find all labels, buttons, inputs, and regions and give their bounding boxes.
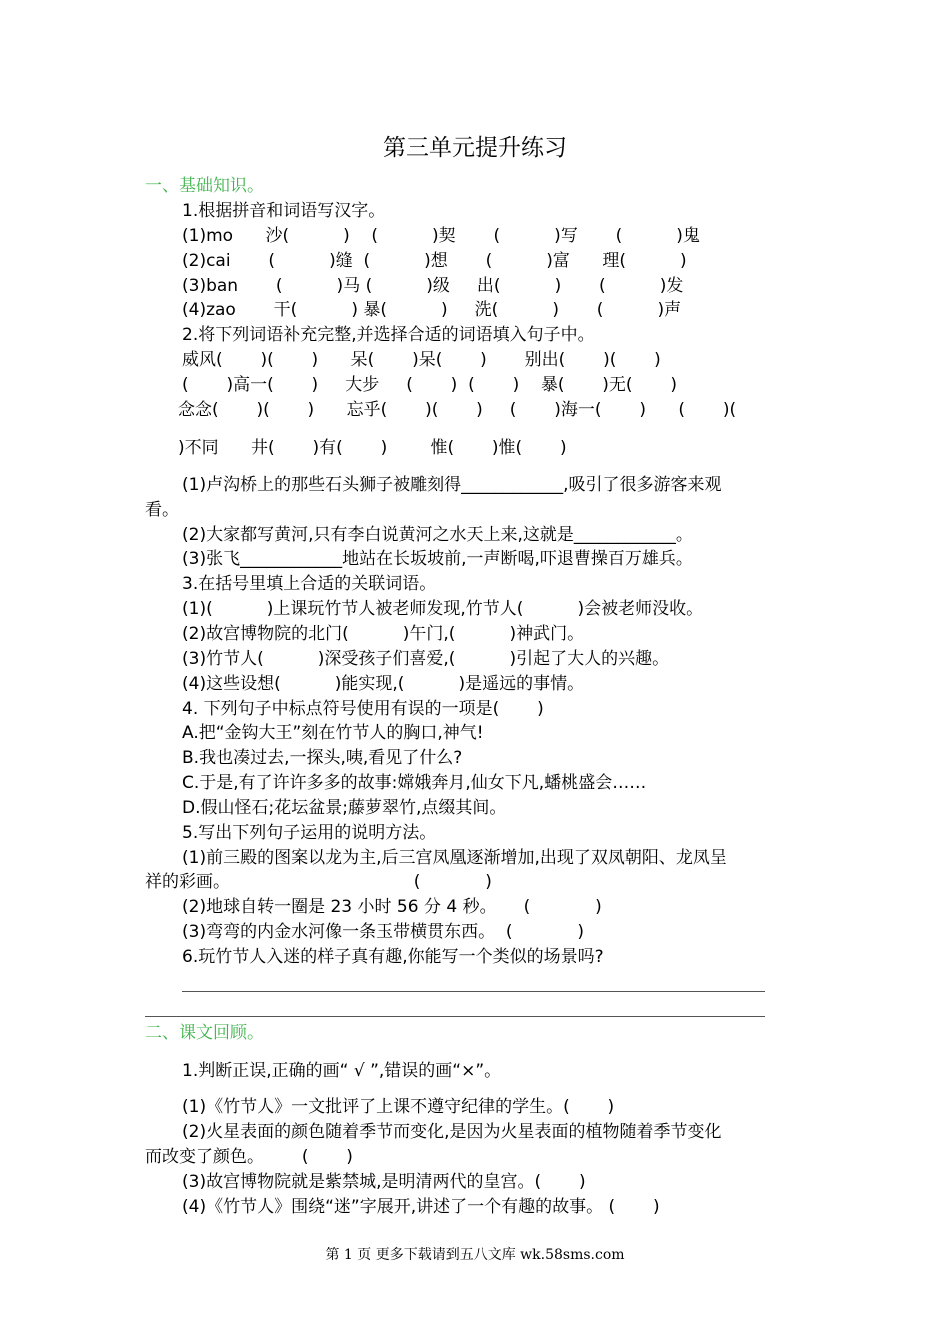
review-question-1-item: (4)《竹节人》围绕“迷”字展开,讲述了一个有趣的故事。 ( ) (182, 1197, 660, 1217)
answer-line (145, 1016, 765, 1017)
question-5-item: (1)前三殿的图案以龙为主,后三宫凤凰逐渐增加,出现了双凤朝阳、龙凤呈 (182, 848, 727, 868)
question-2-row: )不同 井( )有( ) 惟( )惟( ) (178, 438, 567, 458)
page-footer: 第 1 页 更多下载请到五八文库 wk.58sms.com (325, 1247, 625, 1263)
question-4-prompt: 4. 下列句子中标点符号使用有误的一项是( ) (182, 699, 544, 719)
question-3-item: (3)竹节人( )深受孩子们喜爱,( )引起了大人的兴趣。 (182, 649, 670, 669)
question-6-prompt: 6.玩竹节人入迷的样子真有趣,你能写一个类似的场景吗? (182, 947, 604, 967)
question-4-option-d: D.假山怪石;花坛盆景;藤萝翠竹,点缀其间。 (182, 798, 507, 818)
question-5-item: 祥的彩画。 ( ) (145, 872, 492, 892)
question-1-row: (4)zao 干( ) 暴( ) 洗( ) ( )声 (182, 300, 682, 320)
question-5-prompt: 5.写出下列句子运用的说明方法。 (182, 823, 437, 843)
question-4-option-b: B.我也凑过去,一探头,咦,看见了什么? (182, 748, 463, 768)
question-5-item: (3)弯弯的内金水河像一条玉带横贯东西。 ( ) (182, 922, 584, 942)
question-4-option-c: C.于是,有了许许多多的故事:嫦娥奔月,仙女下凡,蟠桃盛会…… (182, 773, 647, 793)
question-4-option-a: A.把“金钩大王”刻在竹节人的胸口,神气! (182, 723, 484, 743)
question-2-sentence: 看。 (145, 500, 179, 520)
review-question-1-item: (1)《竹节人》一文批评了上课不遵守纪律的学生。( ) (182, 1097, 615, 1117)
section-heading-basics: 一、基础知识。 (145, 176, 264, 196)
question-2-sentence: (2)大家都写黄河,只有李白说黄河之水天上来,这就是____________。 (182, 525, 693, 545)
question-3-item: (2)故宫博物院的北门( )午门,( )神武门。 (182, 624, 585, 644)
review-question-1-prompt: 1.判断正误,正确的画“ √ ”,错误的画“×”。 (182, 1061, 502, 1081)
question-1-row: (3)ban ( )马 ( )级 出( ) ( )发 (182, 276, 684, 296)
question-2-row: 威风( )( ) 呆( )呆( ) 别出( )( ) (182, 350, 661, 370)
page-title: 第三单元提升练习 (383, 135, 567, 161)
question-1-row: (2)cai ( )缝 ( )想 ( )富 理( ) (182, 251, 687, 271)
review-question-1-item: (3)故宫博物院就是紫禁城,是明清两代的皇宫。( ) (182, 1172, 586, 1192)
question-2-row: ( )高一( ) 大步 ( ) ( ) 暴( )无( ) (182, 375, 678, 395)
answer-line (182, 991, 765, 992)
question-3-prompt: 3.在括号里填上合适的关联词语。 (182, 574, 437, 594)
question-2-prompt: 2.将下列词语补充完整,并选择合适的词语填入句子中。 (182, 325, 595, 345)
question-1-row: (1)mo 沙( ) ( )契 ( )写 ( )鬼 (182, 226, 700, 246)
question-3-item: (4)这些设想( )能实现,( )是遥远的事情。 (182, 674, 585, 694)
question-1-prompt: 1.根据拼音和词语写汉字。 (182, 201, 386, 221)
question-2-sentence: (1)卢沟桥上的那些石头狮子被雕刻得____________,吸引了很多游客来观 (182, 475, 722, 495)
review-question-1-item: 而改变了颜色。 ( ) (145, 1147, 353, 1167)
question-5-item: (2)地球自转一圈是 23 小时 56 分 4 秒。 ( ) (182, 897, 602, 917)
question-3-item: (1)( )上课玩竹节人被老师发现,竹节人( )会被老师没收。 (182, 599, 704, 619)
section-heading-review: 二、课文回顾。 (145, 1023, 264, 1043)
review-question-1-item: (2)火星表面的颜色随着季节而变化,是因为火星表面的植物随着季节变化 (182, 1122, 722, 1142)
question-2-sentence: (3)张飞____________地站在长坂坡前,一声断喝,吓退曹操百万雄兵。 (182, 549, 693, 569)
question-2-row: 念念( )( ) 忘乎( )( ) ( )海一( ) ( )( (178, 400, 737, 420)
